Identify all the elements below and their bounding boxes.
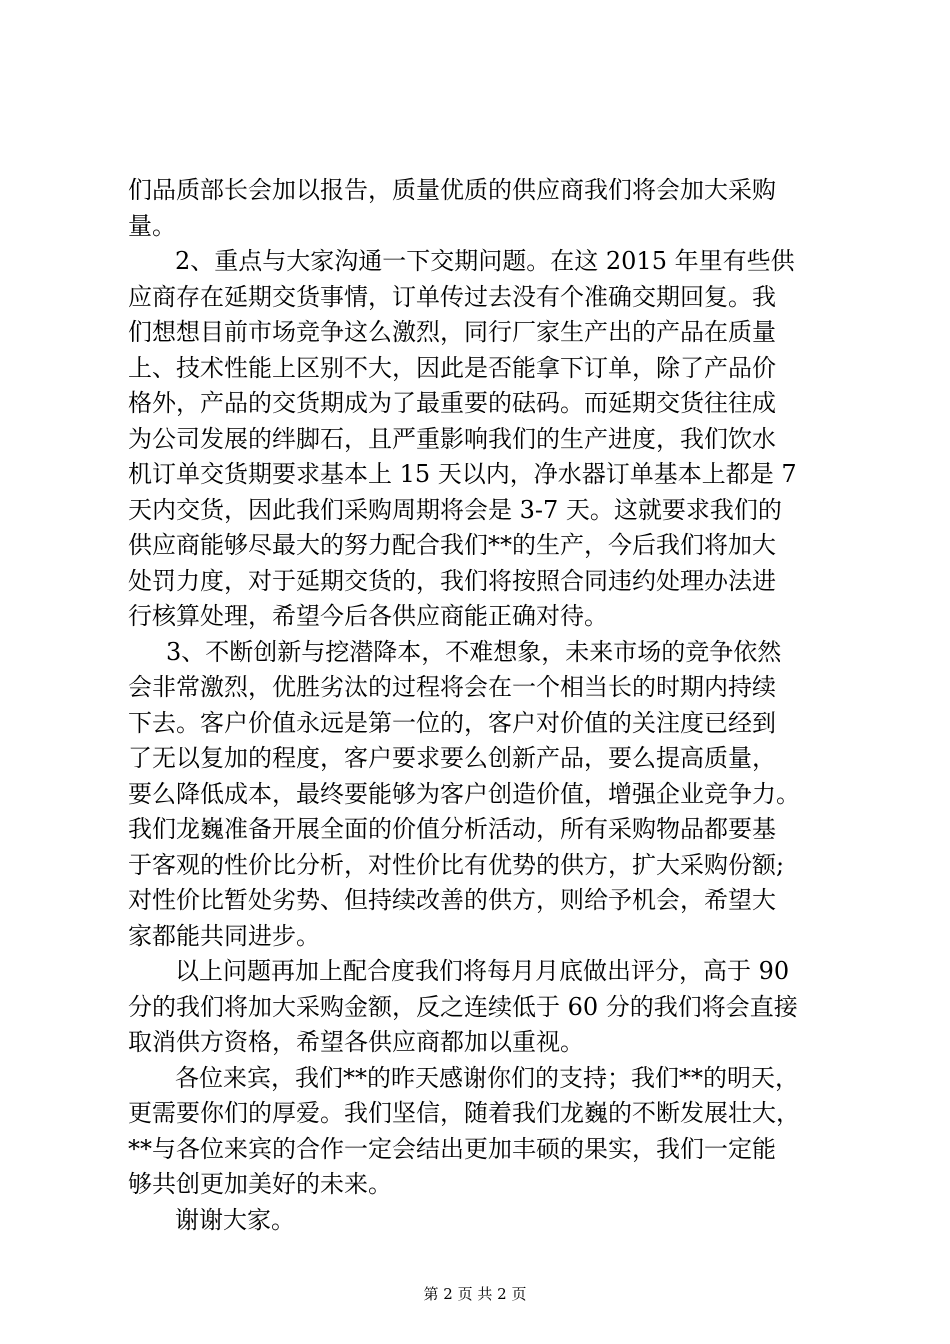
- text-line: 机订单交货期要求基本上 15 天以内，净水器订单基本上都是 7: [128, 460, 797, 488]
- text-line: 天内交货，因此我们采购周期将会是 3-7 天。这就要求我们的: [128, 495, 782, 524]
- paragraph-start: 3、不断创新与挖潜降本，不难想象，未来市场的竞争依然: [166, 637, 782, 666]
- text-line: 家都能共同进步。: [128, 921, 320, 950]
- text-line: 们品质部长会加以报告，质量优质的供应商我们将会加大采购: [128, 176, 776, 204]
- text-line: **与各位来宾的合作一定会结出更加丰硕的果实，我们一定能: [128, 1134, 776, 1163]
- text-line: 了无以复加的程度，客户要求要么创新产品，要么提高质量，: [128, 744, 776, 772]
- text-line: 够共创更加美好的未来。: [128, 1170, 392, 1198]
- paragraph-start: 各位来宾，我们**的昨天感谢你们的支持；我们**的明天，: [175, 1063, 799, 1092]
- text-line: 处罚力度，对于延期交货的，我们将按照合同违约处理办法进: [128, 566, 776, 595]
- text-line: 会非常激烈，优胜劣汰的过程将会在一个相当长的时期内持续: [128, 673, 776, 701]
- closing-line: 谢谢大家。: [175, 1205, 295, 1234]
- text-line: 应商存在延期交货事情，订单传过去没有个准确交期回复。我: [128, 282, 776, 311]
- text-line: 于客观的性价比分析，对性价比有优势的供方，扩大采购份额;: [128, 850, 785, 879]
- document-body: [128, 173, 828, 1238]
- text-line: 对性价比暂处劣势、但持续改善的供方，则给予机会，希望大: [128, 886, 776, 914]
- text-line: 更需要你们的厚爱。我们坚信，随着我们龙巍的不断发展壮大，: [128, 1099, 800, 1127]
- text-line: 们想想目前市场竞争这么激烈，同行厂家生产出的产品在质量: [128, 318, 776, 346]
- paragraph-start: 2、重点与大家沟通一下交期问题。在这 2015 年里有些供: [175, 247, 795, 275]
- paragraph-start: 以上问题再加上配合度我们将每月月底做出评分，高于 90: [175, 957, 790, 985]
- text-line: 下去。客户价值永远是第一位的，客户对价值的关注度已经到: [128, 708, 776, 737]
- text-line: 格外，产品的交货期成为了最重要的砝码。而延期交货往往成: [128, 389, 776, 417]
- text-line: 分的我们将加大采购金额，反之连续低于 60 分的我们将会直接: [128, 992, 798, 1021]
- text-line: 上、技术性能上区别不大，因此是否能拿下订单，除了产品价: [128, 353, 776, 382]
- text-line: 要么降低成本，最终要能够为客户创造价值，增强企业竞争力。: [128, 779, 800, 808]
- text-line: 取消供方资格，希望各供应商都加以重视。: [128, 1028, 584, 1056]
- text-line: 量。: [128, 211, 176, 240]
- text-line: 行核算处理，希望今后各供应商能正确对待。: [128, 602, 608, 630]
- text-line: 为公司发展的绊脚石，且严重影响我们的生产进度，我们饮水: [128, 424, 776, 453]
- page-number-footer: 第 2 页 共 2 页: [423, 1285, 527, 1303]
- text-line: 供应商能够尽最大的努力配合我们**的生产，今后我们将加大: [128, 531, 776, 559]
- text-line: 我们龙巍准备开展全面的价值分析活动，所有采购物品都要基: [128, 815, 776, 843]
